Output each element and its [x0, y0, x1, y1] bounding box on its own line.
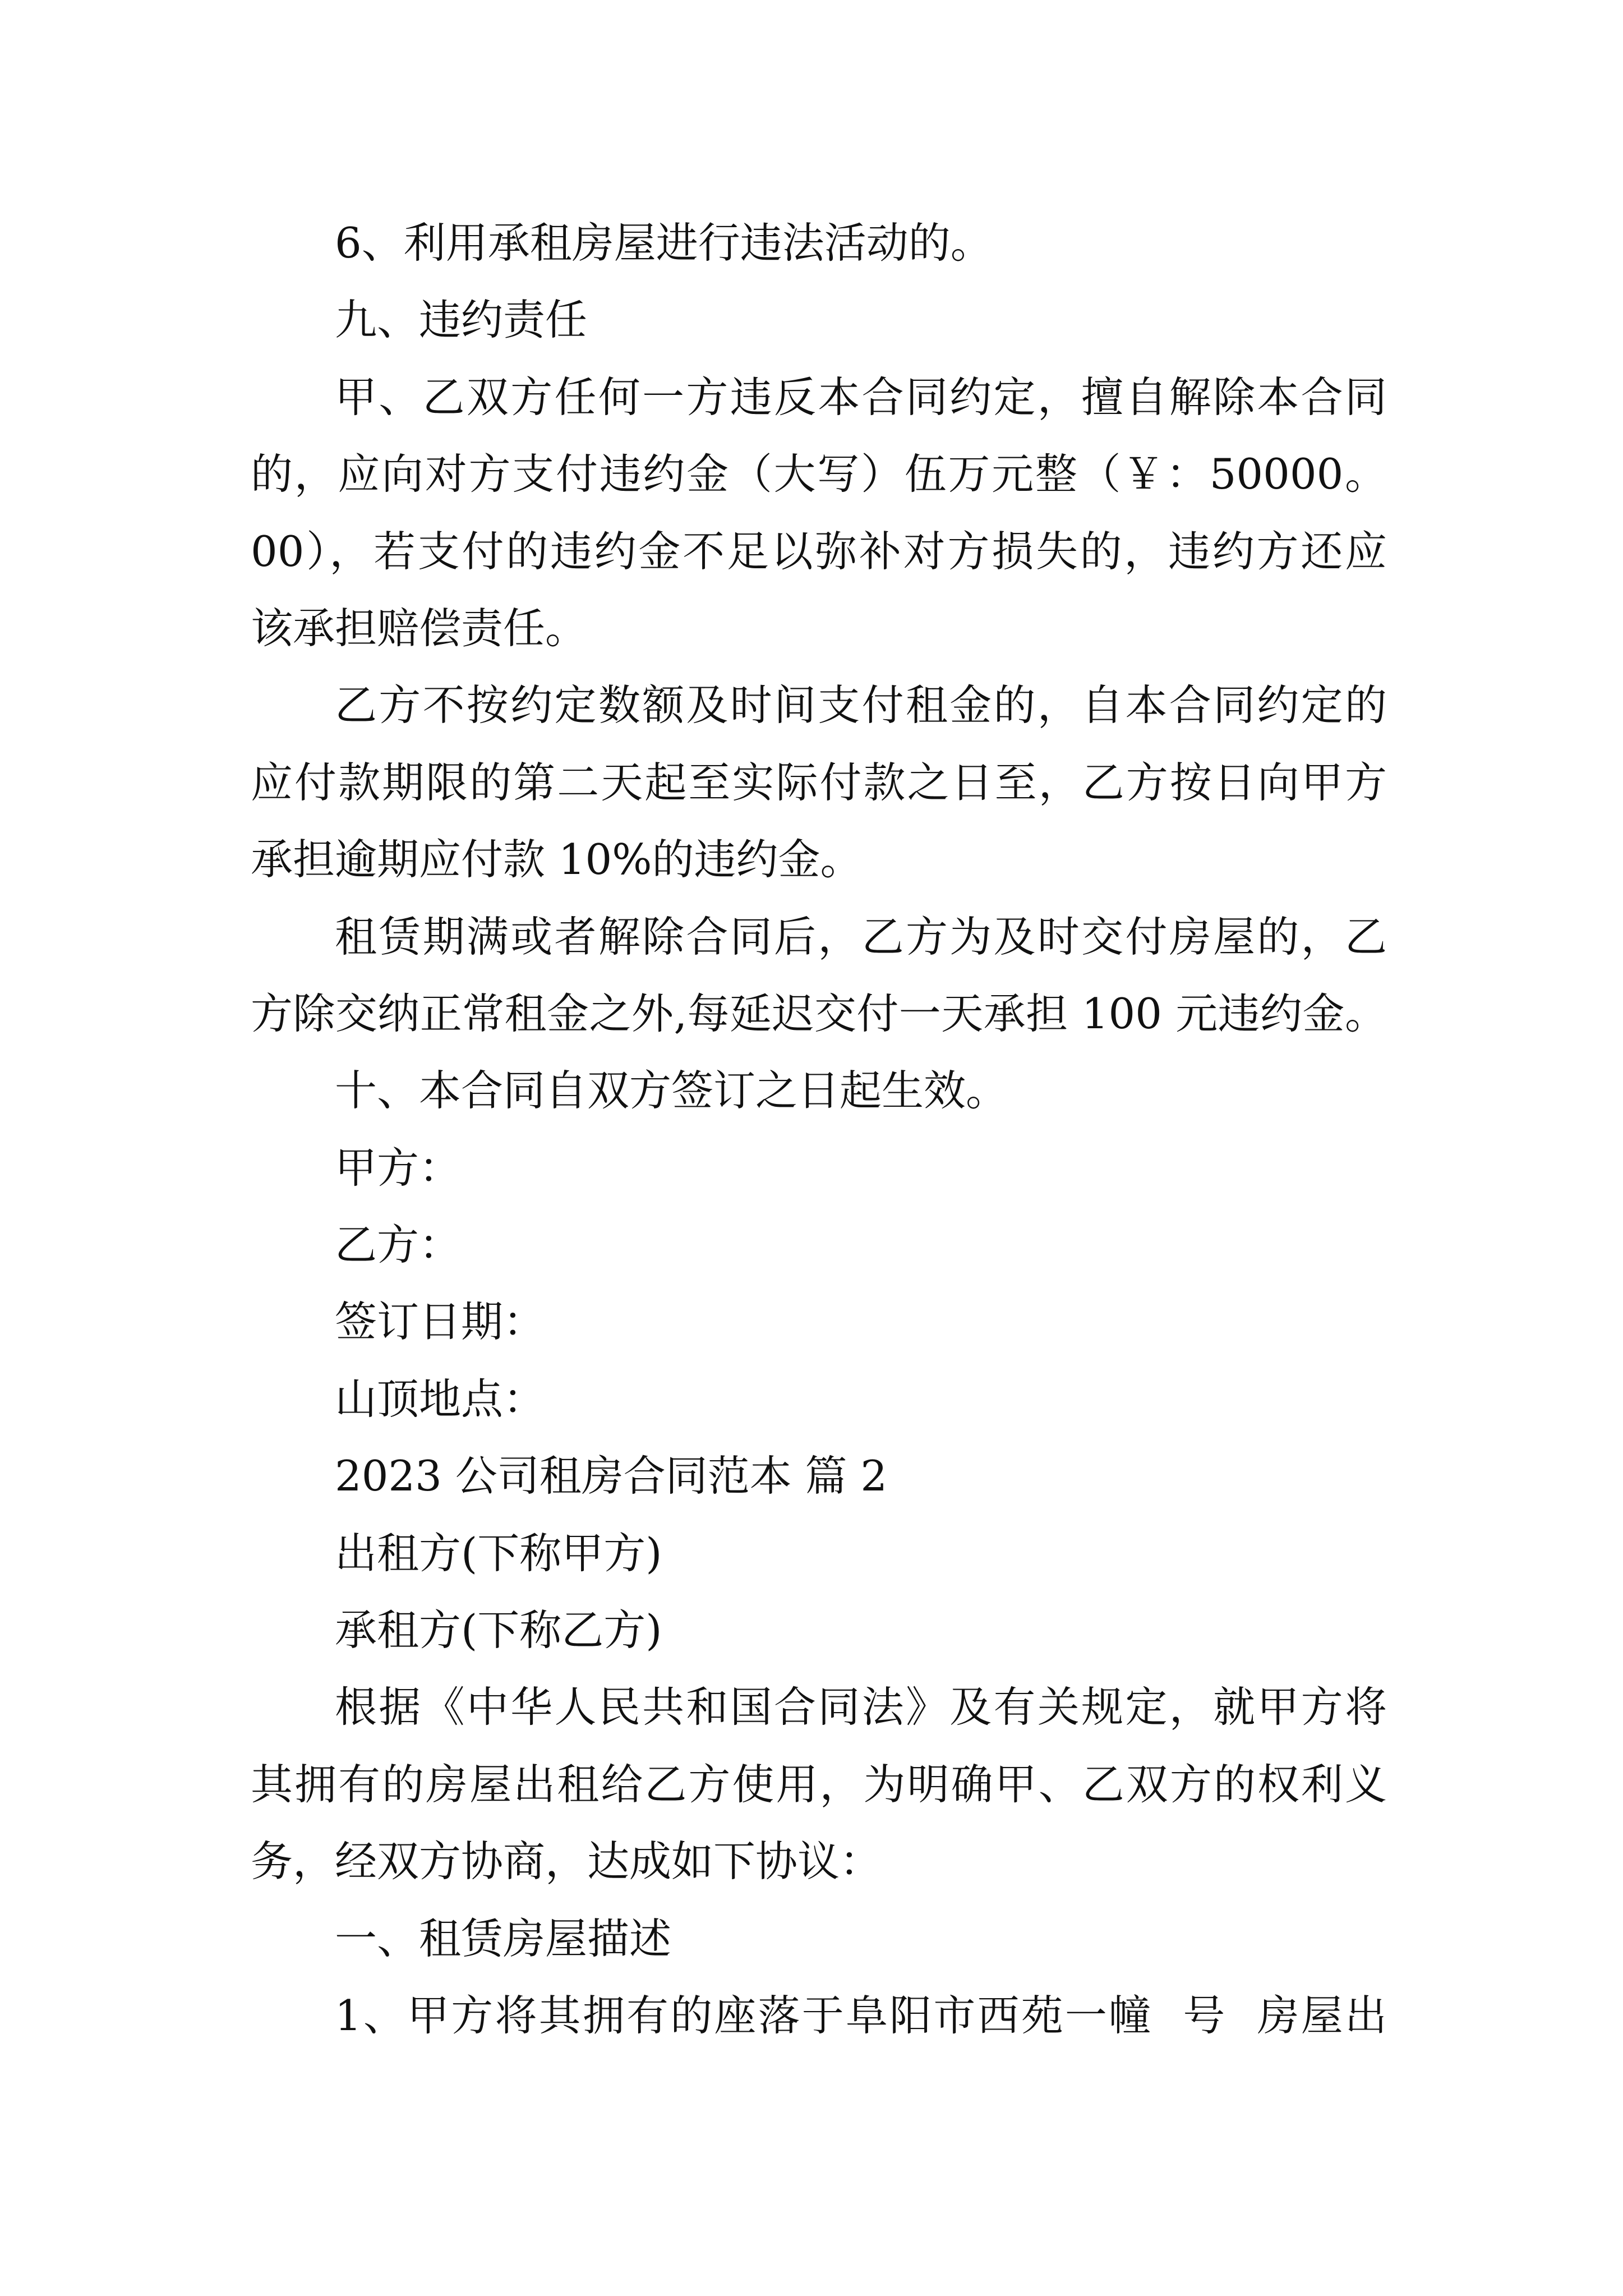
text-line: 的，应向对方支付违约金（大写）伍万元整（￥：50000。	[251, 449, 1387, 499]
clause-item-6	[251, 205, 1387, 282]
text-line: 十、本合同自双方签订之日起生效。	[335, 1066, 1008, 1116]
text-line: 甲方：	[335, 1143, 462, 1193]
text-line: 应付款期限的第二天起至实际付款之日至，乙方按日向甲方	[251, 757, 1387, 807]
paragraph-late-handover-penalty	[251, 899, 1387, 1053]
clause-effective-date	[251, 1052, 1387, 1129]
text-line: 根据《中华人民共和国合同法》及有关规定，就甲方将	[335, 1682, 1387, 1732]
lessee-label	[251, 1592, 1387, 1669]
text-line: 一、租赁房屋描述	[335, 1913, 672, 1963]
text-line: 方除交纳正常租金之外,每延迟交付一天承担 100 元违约金。	[251, 988, 1387, 1038]
document-body	[251, 205, 1387, 2054]
text-line: 务，经双方协商，达成如下协议：	[251, 1837, 882, 1887]
clause-item-1	[251, 1977, 1387, 2054]
text-line: 签订日期：	[335, 1297, 546, 1347]
section-heading-property-description	[251, 1901, 1387, 1977]
text-line: 山顶地点：	[335, 1374, 546, 1424]
text-line: 承租方(下称乙方)	[335, 1605, 662, 1655]
text-line: 租赁期满或者解除合同后，乙方为及时交付房屋的，乙	[335, 912, 1387, 961]
paragraph-late-rent-penalty	[251, 667, 1387, 898]
signature-field-signing-place	[251, 1361, 1387, 1438]
text-line: 乙方不按约定数额及时间支付租金的，自本合同约定的	[335, 680, 1387, 730]
text-line: 出租方(下称甲方)	[335, 1528, 662, 1578]
text-line: 其拥有的房屋出租给乙方使用，为明确甲、乙双方的权利义	[251, 1759, 1387, 1809]
text-line: 承担逾期应付款 10%的违约金。	[251, 835, 863, 885]
lessor-label	[251, 1515, 1387, 1592]
section-heading-breach-of-contract	[251, 282, 1387, 358]
signature-field-party-a	[251, 1130, 1387, 1207]
text-line: 九、违约责任	[335, 295, 588, 345]
document-title-part-2	[251, 1438, 1387, 1515]
text-line: 乙方：	[335, 1220, 462, 1270]
paragraph-preamble	[251, 1669, 1387, 1900]
text-line: 1、甲方将其拥有的座落于阜阳市西苑一幢 号 房屋出	[335, 1990, 1387, 2040]
text-line: 6、利用承租房屋进行违法活动的。	[335, 218, 993, 268]
text-line: 00），若支付的违约金不足以弥补对方损失的，违约方还应	[251, 526, 1387, 576]
signature-field-party-b	[251, 1207, 1387, 1283]
text-line: 2023 公司租房合同范本 篇 2	[335, 1451, 888, 1501]
text-line: 甲、乙双方任何一方违反本合同约定，擅自解除本合同	[335, 372, 1387, 422]
paragraph-breach-penalty	[251, 359, 1387, 668]
signature-field-signing-date	[251, 1283, 1387, 1360]
text-line: 该承担赔偿责任。	[251, 603, 588, 653]
